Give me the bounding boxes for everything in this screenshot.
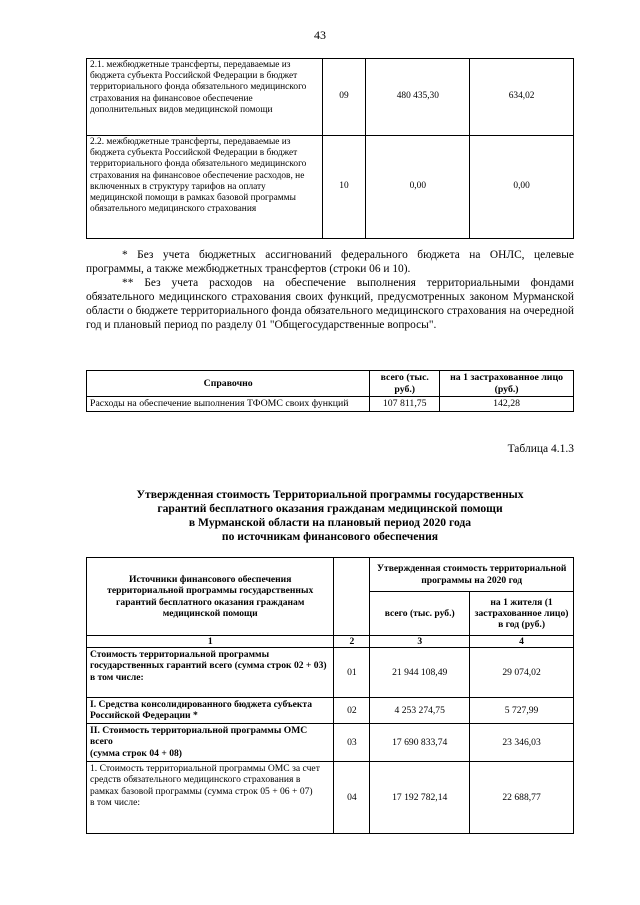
reference-table — [86, 370, 574, 412]
row-per: 22 688,77 — [470, 762, 574, 834]
column-number: 3 — [370, 636, 470, 648]
table-row — [87, 762, 574, 834]
footnote-2: ** Без учета расходов на обеспечение выполнения территориальными фондами обязательного медицинского страхования своих функций, предусмотренных законом Мурманской области о бюджете территориального фонда обязательного медицинского страхования на очередной год и плановый период по разделу 01 "Общегосударственные вопросы". — [86, 277, 574, 331]
row-code: 10 — [322, 136, 366, 239]
table-header — [87, 371, 574, 397]
table-row — [87, 136, 574, 239]
row-code: 03 — [334, 724, 370, 762]
row-subtitle: в том числе: — [90, 796, 141, 808]
table-row — [87, 648, 574, 698]
header-per: на 1 жителя (1 застрахованное лицо) в год (руб.) — [470, 592, 574, 636]
main-table — [86, 557, 574, 834]
row-per: 634,02 — [470, 59, 574, 136]
heading-line: Утвержденная стоимость Территориальной программы государственных — [136, 488, 524, 501]
row-name — [87, 648, 334, 698]
row-subtitle: в том числе: — [90, 671, 144, 683]
row-per: 0,00 — [470, 136, 574, 239]
row-total: 17 690 833,74 — [370, 724, 470, 762]
header-total: всего (тыс. руб.) — [370, 371, 440, 397]
row-title: Стоимость территориальной программы государственных гарантий всего (сумма строк 02 + 03) — [90, 649, 327, 672]
header-total: всего (тыс. руб.) — [370, 592, 470, 636]
row-total: 21 944 108,49 — [370, 648, 470, 698]
column-number: 2 — [334, 636, 370, 648]
row-label: Расходы на обеспечение выполнения ТФОМС своих функций — [87, 397, 370, 412]
footnote-1: * Без учета бюджетных ассигнований федерального бюджета на ОНЛС, целевые программы, а также межбюджетных трансфертов (строки 06 и 10). — [86, 249, 574, 275]
row-name: 2.1. межбюджетные трансферты, передаваемые из бюджета субъекта Российской Федерации в бюджет территориального фонда обязательного медицинского страхования на финансовое обеспечение дополнительных видов медицинской помощи — [87, 59, 323, 136]
header-source: Источники финансового обеспечения территориальной программы государственных гарантий бесплатного оказания гражданам медицинской помощи — [87, 558, 334, 636]
row-name: I. Средства консолидированного бюджета субъекта Российской Федерации * — [87, 698, 334, 724]
header-code — [334, 558, 370, 636]
header-label: Справочно — [87, 371, 370, 397]
row-code: 04 — [334, 762, 370, 834]
heading-line: в Мурманской области на плановый период 2020 года — [188, 516, 472, 529]
continuation-table — [86, 58, 574, 239]
heading-line: гарантий бесплатного оказания гражданам медицинской помощи — [157, 502, 503, 515]
column-number: 4 — [470, 636, 574, 648]
row-total: 107 811,75 — [370, 397, 440, 412]
table-row — [87, 724, 574, 762]
heading-line: по источникам финансового обеспечения — [221, 530, 439, 543]
row-total: 480 435,30 — [366, 59, 470, 136]
row-code: 09 — [322, 59, 366, 136]
column-numbers — [87, 636, 574, 648]
row-per: 142,28 — [440, 397, 574, 412]
row-name — [87, 762, 334, 834]
table-row — [87, 397, 574, 412]
row-per: 23 346,03 — [470, 724, 574, 762]
row-per: 29 074,02 — [470, 648, 574, 698]
header-per: на 1 застрахованное лицо (руб.) — [440, 371, 574, 397]
row-total: 4 253 274,75 — [370, 698, 470, 724]
row-name: 2.2. межбюджетные трансферты, передаваемые из бюджета субъекта Российской Федерации в бюджет территориального фонда обязательного медицинского страхования на финансовое обеспечение расходов, не включенных в структуру тарифов на оплату медицинской помощи в рамках базовой программы обязательного медицинского страхования — [87, 136, 323, 239]
table-header — [87, 558, 574, 592]
row-title: II. Стоимость территориальной программы ОМС всего — [90, 725, 308, 748]
table-caption: Таблица 4.1.3 — [507, 443, 574, 455]
column-number: 1 — [87, 636, 334, 648]
header-group: Утвержденная стоимость территориальной программы на 2020 год — [370, 558, 574, 592]
row-title: 1. Стоимость территориальной программы ОМС за счет средств обязательного медицинского страхования в рамках базовой программы (сумма строк 05 + 06 + 07) — [90, 763, 320, 797]
footnotes — [86, 248, 574, 332]
row-subtitle: (сумма строк 04 + 08) — [90, 747, 182, 759]
row-total: 17 192 782,14 — [370, 762, 470, 834]
page-number: 43 — [314, 28, 326, 42]
section-heading — [86, 488, 574, 544]
table-row — [87, 59, 574, 136]
row-per: 5 727,99 — [470, 698, 574, 724]
row-code: 01 — [334, 648, 370, 698]
row-name — [87, 724, 334, 762]
row-total: 0,00 — [366, 136, 470, 239]
table-row — [87, 698, 574, 724]
row-code: 02 — [334, 698, 370, 724]
